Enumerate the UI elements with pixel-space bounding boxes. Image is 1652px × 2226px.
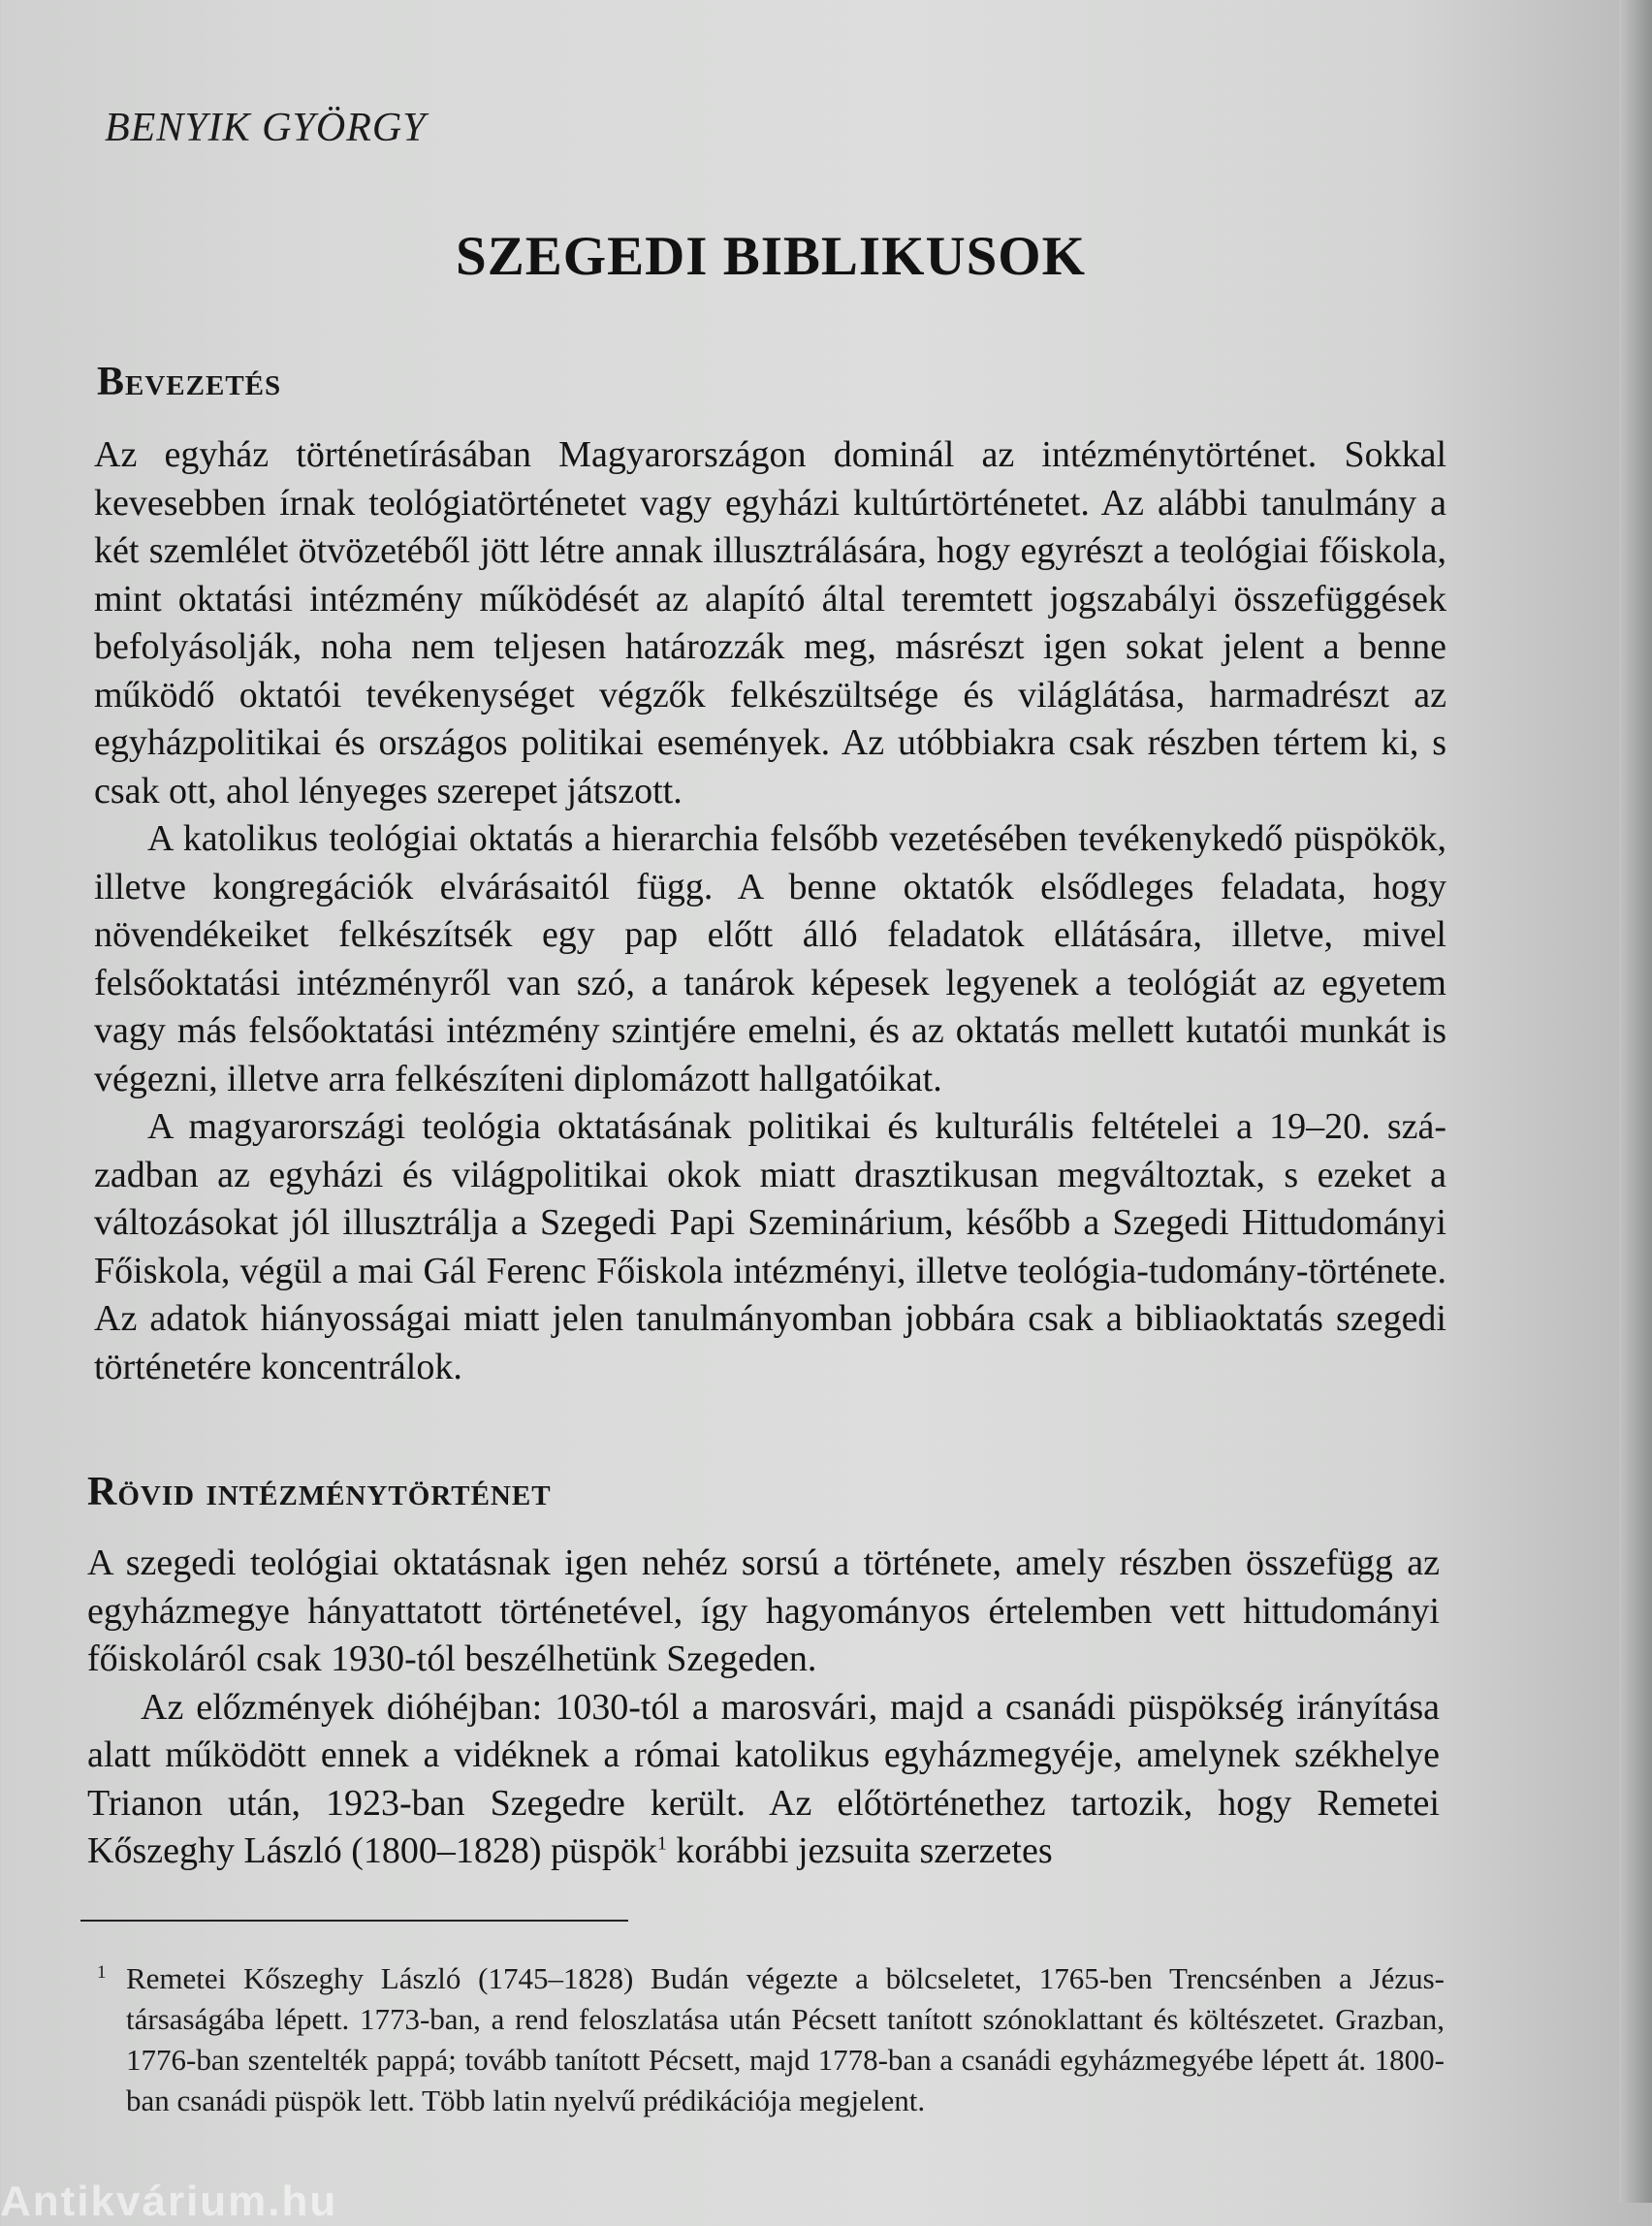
section-history-body — [87, 1540, 1440, 1876]
paragraph: A szegedi teológiai oktatásnak igen nehéz sorsú a története, amely részben összefügg az egyházmegye hányattatott történetével, így hagyományos értelemben vett hittudományi főiskoláról csak 1930-tól beszélhetünk Szegeden. — [87, 1542, 1440, 1679]
paragraph-text: Az előzmények dióhéjban: 1030-tól a marosvári, majd a csanádi püspökség irányítása alatt működött ennek a vidéknek a római katolikus egyházmegyéje, amelynek székhelye Trianon után, 1923-ban Szegedre került. Az előtörténethez tartozik, hogy Remetei Kőszeghy László (1800–1828) püspök — [87, 1686, 1440, 1871]
section-heading-short-institutional-history: Rövid intézménytörténet — [87, 1470, 552, 1514]
section-heading-introduction: Bevezetés — [97, 360, 282, 404]
page-edge-shadow — [1619, 0, 1652, 2203]
paragraph — [87, 1684, 1440, 1876]
footnote-divider — [80, 1920, 628, 1922]
footnote — [97, 1958, 1445, 2121]
watermark: Antikvárium.hu — [0, 2178, 338, 2225]
author-name: BENYIK GYÖRGY — [105, 106, 427, 150]
footnote-reference[interactable]: 1 — [656, 1832, 667, 1855]
footnote-number: 1 — [97, 1962, 107, 1983]
section-introduction-body — [94, 431, 1446, 1391]
paragraph: A katolikus teológiai oktatás a hierarchia felsőbb vezetésében tevékenykedő püspökök, illetve kongregációk elvárásaitól függ. A benne oktatók elsődleges feladata, hogy növendékeiket felkészítsék egy pap előtt álló feladatok ellátására, illetve, mivel felsőoktatási intézményről van szó, a tanárok képesek legyenek a teológiát az egyetem vagy más felsőoktatási intézmény szintjére emelni, és az oktatás mellett kutatói munkát is végezni, illetve arra felkészíteni diplomázott hallgatóikat. — [94, 818, 1446, 1099]
footnote-text: Remetei Kőszeghy László (1745–1828) Budán végezte a bölcseletet, 1765-ben Trencsénben a Jézustársaságába lépett. 1773-ban, a rend feloszlatása után Pécsett tanított szónoklattant és költészetet. Grazban, 1776-ban szentelték pappá; tovább tanított Pécsett, majd 1778-ban a csanádi egyházmegyébe lépett át. 1800-ban csanádi püspök lett. Több latin nyelvű prédikációja megjelent. — [126, 1961, 1445, 2117]
paragraph: Az egyház történetírásában Magyarországon dominál az intézménytörténet. Sokkal kevesebben írnak teológiatörténetet vagy egyházi kultúrtörténetet. Az alábbi tanulmány a két szemlélet ötvözetéből jött létre annak illusztrálására, hogy egyrészt a teológiai főiskola, mint oktatási intézmény működését az alapító által teremtett jogszabályi összefüggések befolyásolják, noha nem teljesen határozzák meg, másrészt igen sokat jelent a benne működő oktatói tevékenységet végzők felkészültsége és világlátása, harmadrészt az egyházpolitikai és országos politikai események. Az utóbbiakra csak részben tértem ki, s csak ott, ahol lényeges szerepet játszott. — [94, 434, 1446, 811]
paragraph: A magyarországi teológia oktatásának politikai és kulturális feltételei a 19–20. században az egyházi és világpolitikai okok miatt drasztikusan megváltoztak, s ezeket a változásokat jól illusztrálja a Szegedi Papi Szeminárium, később a Szegedi Hittudományi Főiskola, végül a mai Gál Ferenc Főiskola intézményi, illetve teológia-tudomány-története. Az adatok hiányosságai miatt jelen tanulmányomban jobbára csak a bibliaoktatás szegedi történetére koncentrálok. — [94, 1106, 1446, 1387]
paragraph-text: korábbi jezsuita szerzetes — [666, 1830, 1053, 1871]
article-title: SZEGEDI BIBLIKUSOK — [456, 226, 1086, 287]
